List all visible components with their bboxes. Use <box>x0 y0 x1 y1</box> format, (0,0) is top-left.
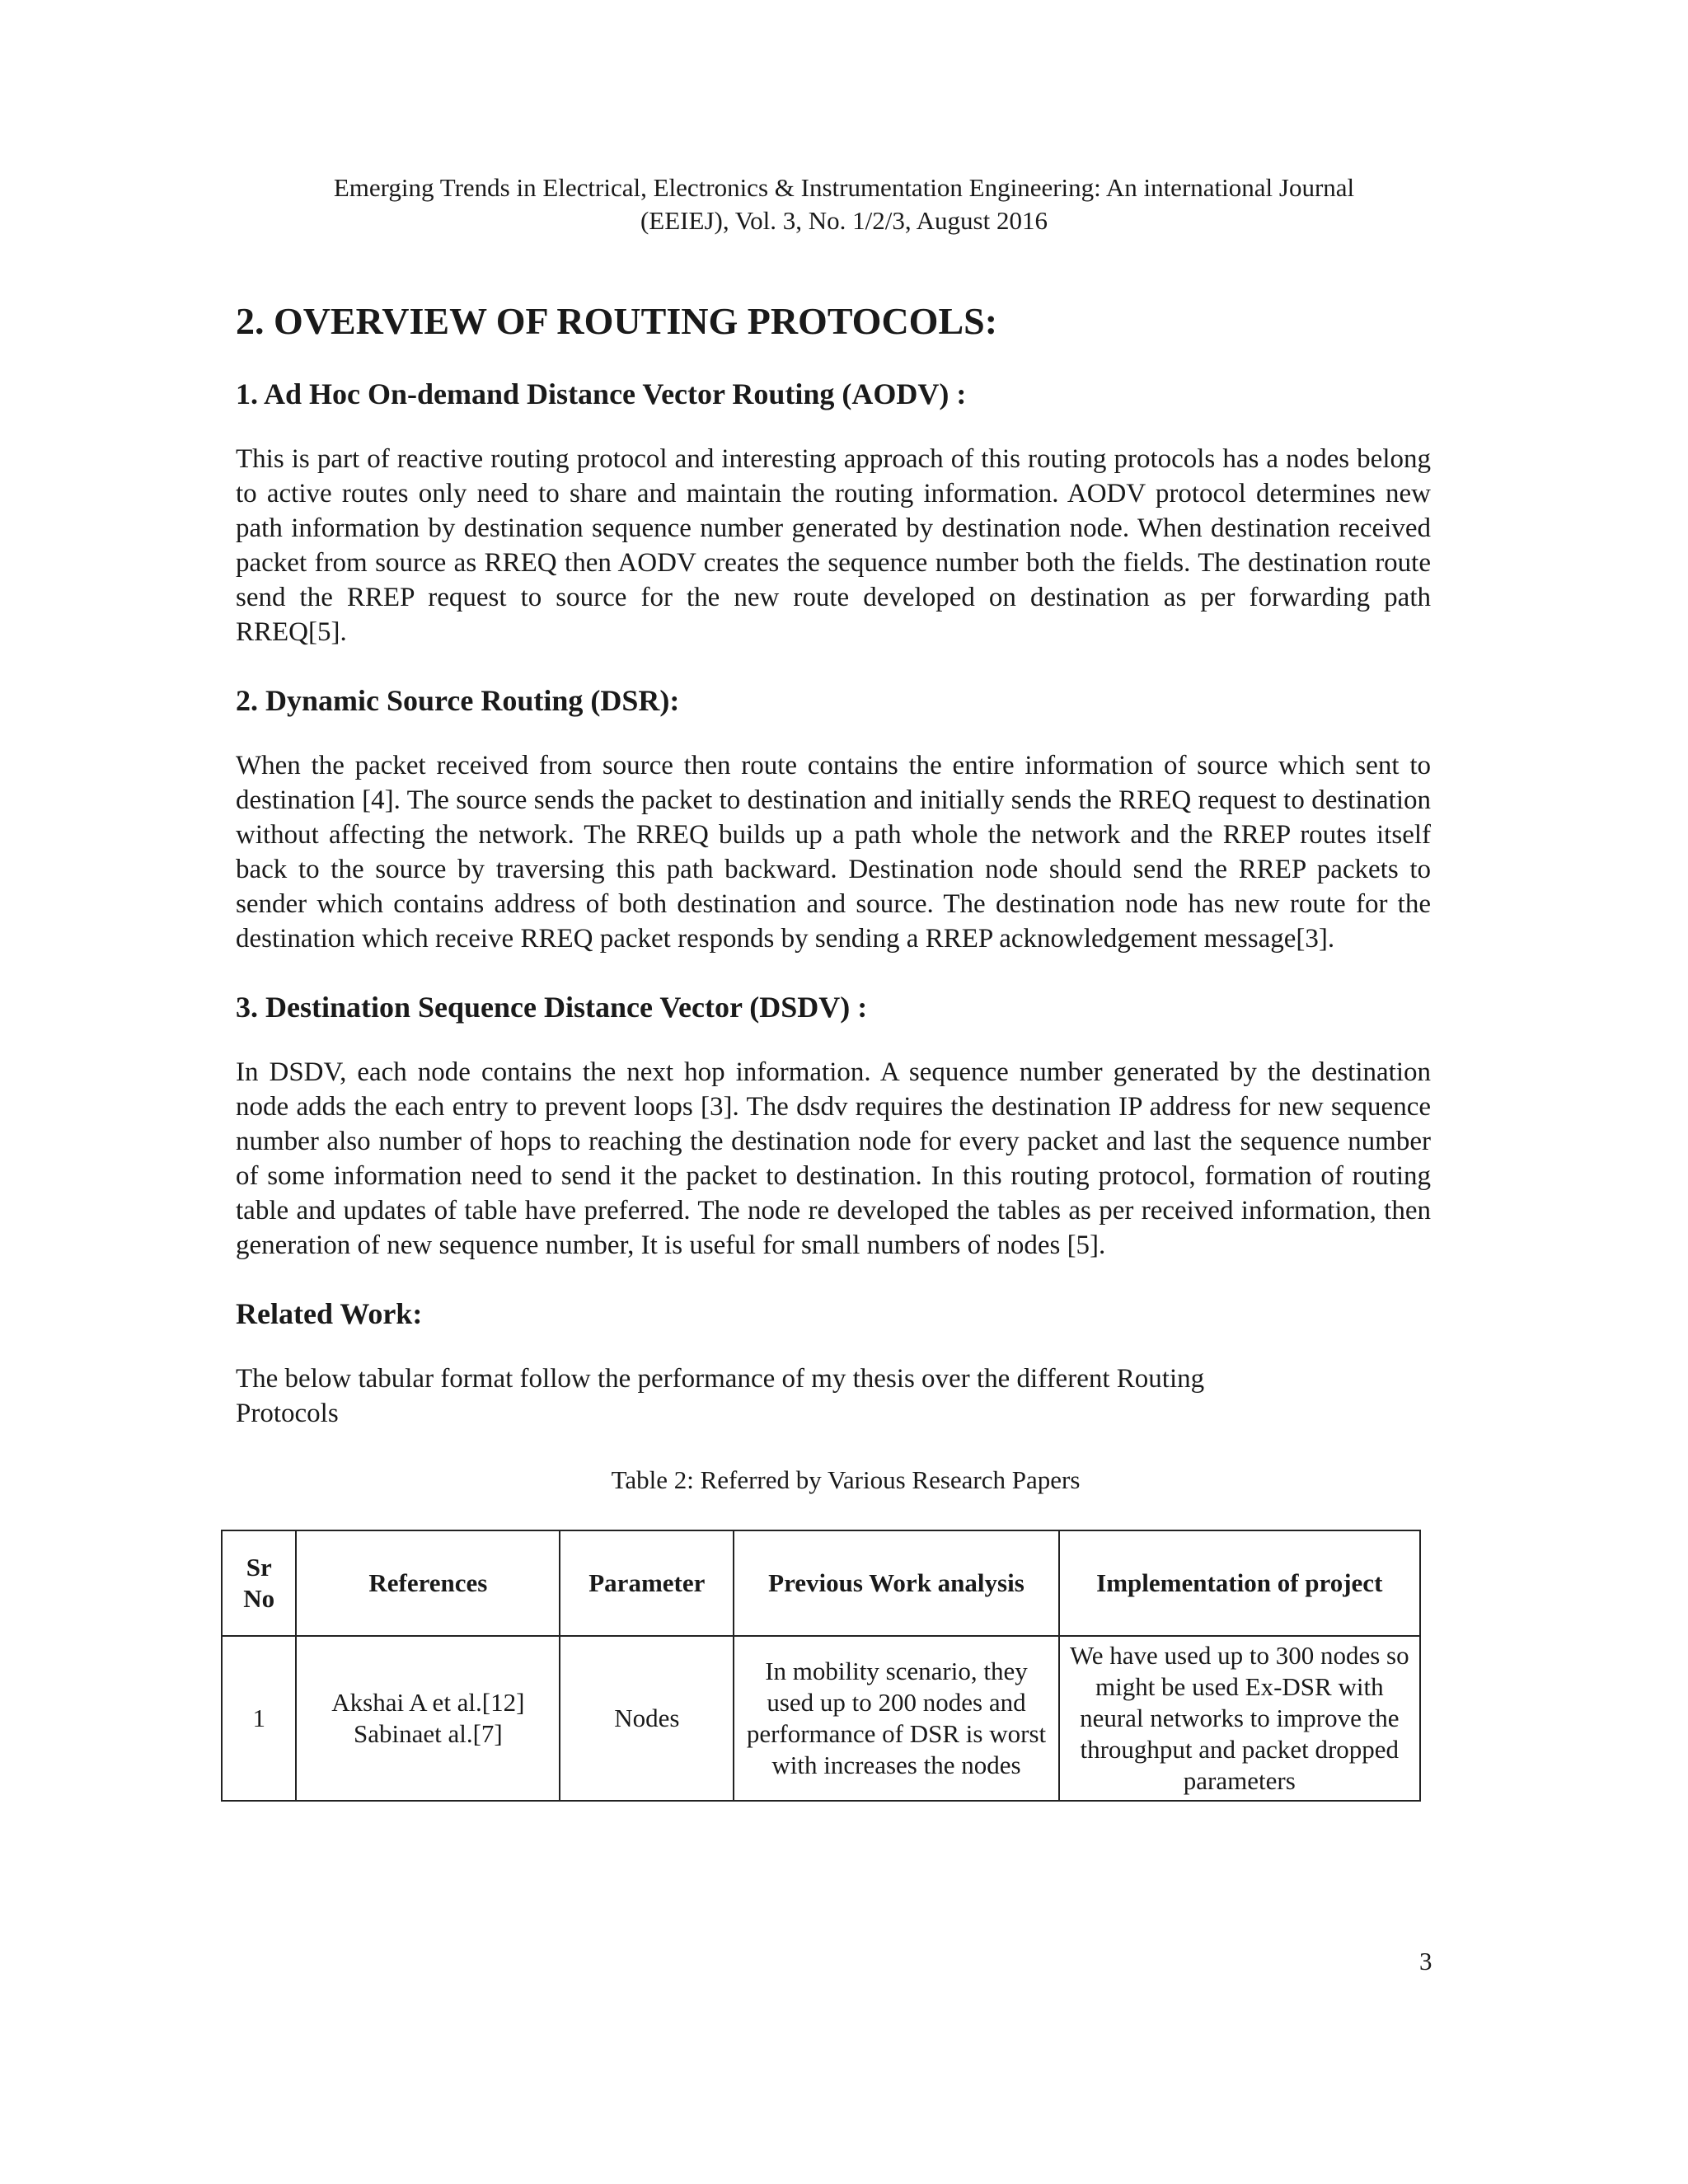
journal-header-line-2: (EEIEJ), Vol. 3, No. 1/2/3, August 2016 <box>640 206 1048 235</box>
cell-implementation: We have used up to 300 nodes so might be used Ex-DSR with neural networks to improve the throughput and packet dropped parameters <box>1059 1636 1420 1801</box>
dsr-paragraph: When the packet received from source then route contains the entire information of source which sent to destination [4]. The source sends the packet to destination and initially sends the RREQ request to destination without affecting the network. The RREQ builds up a path whole the network and the RREP routes itself back to the source by traversing this path backward. Destination node should send the RREP packets to sender which contains address of both destination and source. The destination node has new route for the destination which receive RREQ packet responds by sending a RREP acknowledgement message[3]. <box>236 751 1431 954</box>
dsdv-heading: 3. Destination Sequence Distance Vector (DSDV) : <box>236 991 868 1024</box>
header-sr: Sr <box>246 1553 272 1582</box>
cell-sr: 1 <box>222 1636 296 1801</box>
research-papers-table <box>221 1530 1421 1802</box>
page-content <box>236 298 1431 1802</box>
cell-previous-work: In mobility scenario, they used up to 200 nodes and performance of DSR is worst with increases the nodes <box>734 1636 1058 1801</box>
dsdv-paragraph: In DSDV, each node contains the next hop information. A sequence number generated by the destination node adds the each entry to prevent loops [3]. The dsdv requires the destination IP address for new sequence number also number of hops to reaching the destination node for every packet and last the sequence number of some information need to send it the packet to destination. In this routing protocol, formation of routing table and updates of table have preferred. The node re developed the tables as per received information, then generation of new sequence number, It is useful for small numbers of nodes [5]. <box>236 1057 1431 1260</box>
related-work-intro <box>236 1361 1431 1431</box>
page-number: 3 <box>1419 1947 1432 1975</box>
cell-references <box>296 1636 560 1801</box>
table-caption: Table 2: Referred by Various Research Papers <box>611 1465 1081 1494</box>
journal-header <box>0 171 1688 237</box>
header-parameter: Parameter <box>560 1530 734 1636</box>
cell-parameter: Nodes <box>560 1636 734 1801</box>
header-sr-no <box>222 1530 296 1636</box>
related-work-intro-line-2: Protocols <box>236 1399 339 1428</box>
table-row <box>222 1636 1420 1801</box>
header-no: No <box>243 1584 275 1613</box>
header-references: References <box>296 1530 560 1636</box>
aodv-paragraph: This is part of reactive routing protocol and interesting approach of this routing protocols has a nodes belong to active routes only need to share and maintain the routing information. AODV protocol determines new path information by destination sequence number generated by destination node. When destination received packet from source as RREQ then AODV creates the sequence number both the fields. The destination route send the RREP request to source for the new route developed on destination as per forwarding path RREQ[5]. <box>236 444 1431 647</box>
dsr-heading: 2. Dynamic Source Routing (DSR): <box>236 684 680 717</box>
reference-2: Sabinaet al.[7] <box>353 1719 503 1748</box>
table-header-row <box>222 1530 1420 1636</box>
header-implementation: Implementation of project <box>1059 1530 1420 1636</box>
journal-header-line-1: Emerging Trends in Electrical, Electronics & Instrumentation Engineering: An international Journal <box>333 173 1355 202</box>
header-previous-work: Previous Work analysis <box>734 1530 1058 1636</box>
aodv-heading: 1. Ad Hoc On-demand Distance Vector Routing (AODV) : <box>236 377 967 410</box>
section-title: 2. OVERVIEW OF ROUTING PROTOCOLS: <box>236 300 998 342</box>
related-work-heading: Related Work: <box>236 1297 423 1330</box>
reference-1: Akshai A et al.[12] <box>331 1688 525 1717</box>
related-work-intro-line-1: The below tabular format follow the performance of my thesis over the different Routing <box>236 1364 1205 1394</box>
